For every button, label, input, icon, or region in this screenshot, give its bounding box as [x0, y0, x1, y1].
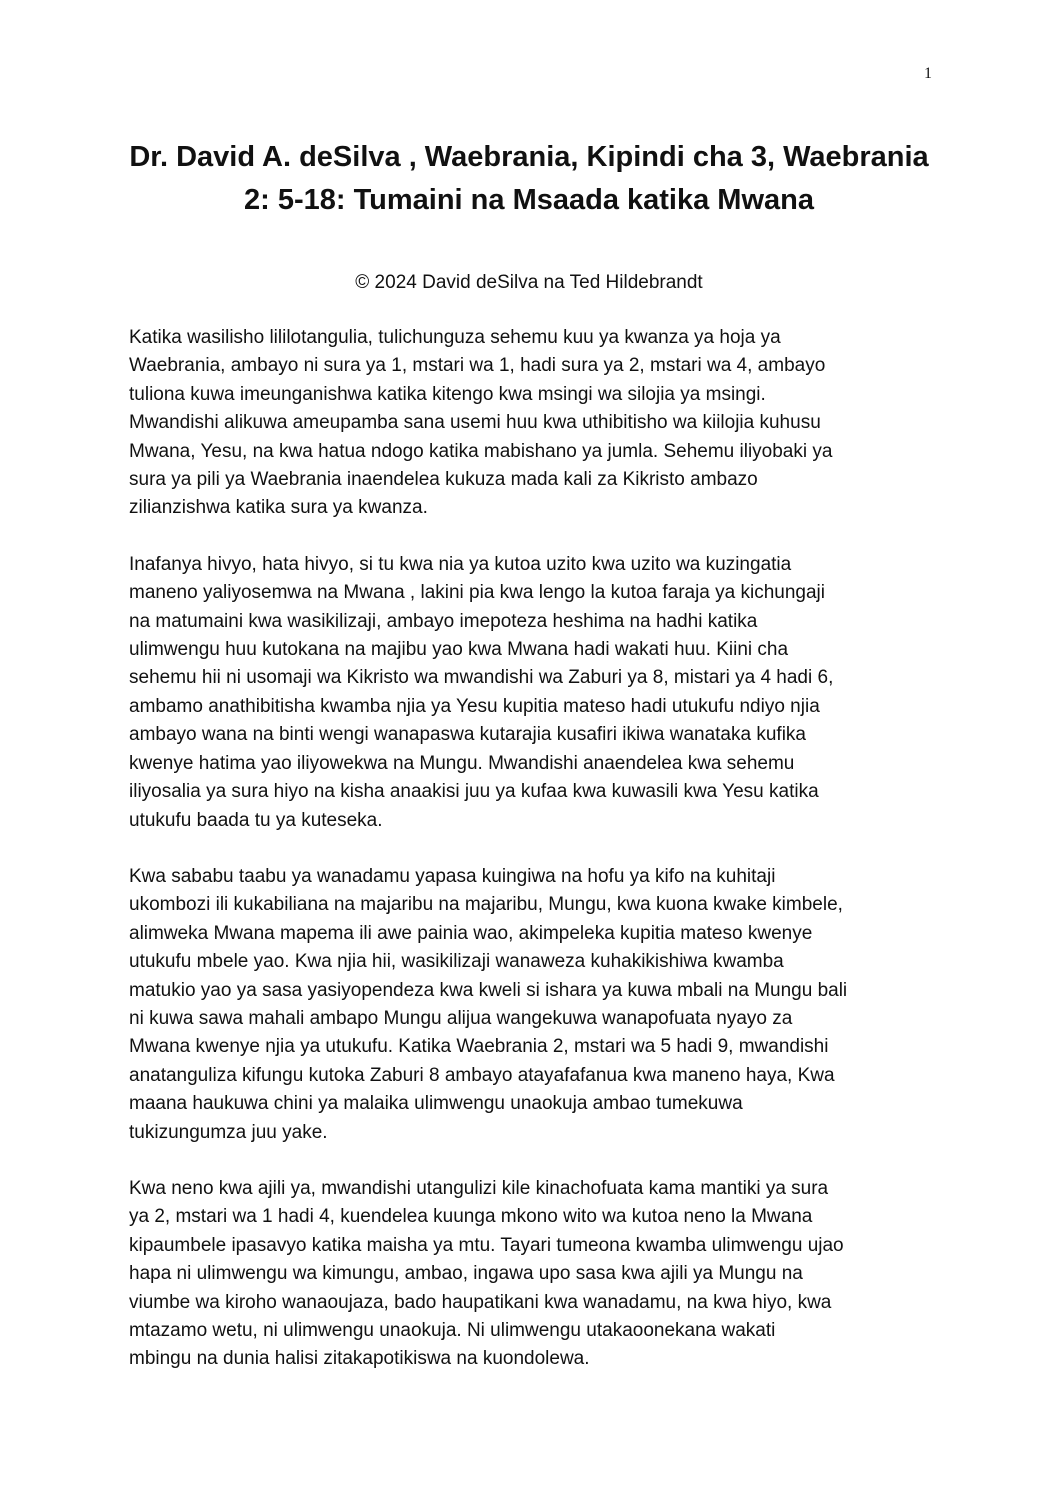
text-line: hapa ni ulimwengu wa kimungu, ambao, ingawa upo sasa kwa ajili ya Mungu na [129, 1263, 803, 1285]
paragraph-4 [129, 1175, 929, 1374]
copyright-line: © 2024 David deSilva na Ted Hildebrandt [355, 272, 703, 293]
text-line: ambamo anathibitisha kwamba njia ya Yesu kupitia mateso hadi utukufu ndiyo njia [129, 695, 820, 717]
text-line: ambayo wana na binti wengi wanapaswa kutarajia kusafiri ikiwa wanataka kufika [129, 724, 806, 746]
text-line: tukizungumza juu yake. [129, 1121, 328, 1143]
text-line: na matumaini kwa wasikilizaji, ambayo imepoteza heshima na hadhi katika [129, 610, 758, 632]
text-line: matukio yao ya sasa yasiyopendeza kwa kweli si ishara ya kuwa mbali na Mungu bali [129, 979, 848, 1001]
text-line: viumbe wa kiroho wanaoujaza, bado haupatikani kwa wanadamu, na kwa hiyo, kwa [129, 1291, 832, 1313]
page-number: 1 [924, 65, 932, 82]
text-line: maana haukuwa chini ya malaika ulimwengu unaokuja ambao tumekuwa [129, 1093, 743, 1115]
text-line: ya 2, mstari wa 1 hadi 4, kuendelea kuunga mkono wito wa kutoa neno la Mwana [129, 1206, 813, 1228]
text-line: kwenye hatima yao iliyowekwa na Mungu. Mwandishi anaendelea kwa sehemu [129, 752, 795, 774]
text-line: alimweka Mwana mapema ili awe painia wao, akimpeleka kupitia mateso kwenye [129, 922, 813, 944]
text-line: ulimwengu huu kutokana na majibu yao kwa Mwana hadi wakati huu. Kiini cha [129, 639, 789, 661]
document-title: Dr. David A. deSilva , Waebrania, Kipindi cha 3, Waebrania 2: 5-18: Tumaini na Msaada katika Mwana [129, 141, 929, 216]
text-line: maneno yaliyosemwa na Mwana , lakini pia kwa lengo la kutoa faraja ya kichungaji [129, 582, 825, 604]
document-body [129, 324, 929, 1402]
text-line: ni kuwa sawa mahali ambapo Mungu alijua wangekuwa wanapofuata nyayo za [129, 1007, 793, 1029]
text-line: sura ya pili ya Waebrania inaendelea kukuza mada kali za Kikristo ambazo [129, 469, 758, 491]
text-line: Kwa neno kwa ajili ya, mwandishi utangulizi kile kinachofuata kama mantiki ya sura [129, 1177, 829, 1199]
paragraph-2 [129, 551, 929, 835]
text-line: Mwana kwenye njia ya utukufu. Katika Waebrania 2, mstari wa 5 hadi 9, mwandishi [129, 1036, 829, 1058]
text-line: Kwa sababu taabu ya wanadamu yapasa kuingiwa na hofu ya kifo na kuhitaji [129, 865, 776, 887]
text-line: utukufu mbele yao. Kwa njia hii, wasikilizaji wanaweza kuhakikishiwa kwamba [129, 951, 784, 973]
text-line: Katika wasilisho lililotangulia, tulichunguza sehemu kuu ya kwanza ya hoja ya [129, 327, 781, 348]
text-line: iliyosalia ya sura hiyo na kisha anaakisi juu ya kufaa kwa kuwasili kwa Yesu katika [129, 781, 819, 803]
text-line: ukombozi ili kukabiliana na majaribu na majaribu, Mungu, kwa kuona kwake kimbele, [129, 894, 843, 916]
paragraph-1 [129, 324, 929, 523]
text-line: utukufu baada tu ya kuteseka. [129, 809, 383, 831]
text-line: tuliona kuwa imeunganishwa katika kitengo kwa msingi wa silojia ya msingi. [129, 383, 766, 405]
paragraph-3 [129, 863, 929, 1147]
text-line: Inafanya hivyo, hata hivyo, si tu kwa nia ya kutoa uzito kwa uzito wa kuzingatia [129, 553, 792, 575]
text-line: Mwana, Yesu, na kwa hatua ndogo katika mabishano ya jumla. Sehemu iliyobaki ya [129, 440, 833, 462]
text-line: kipaumbele ipasavyo katika maisha ya mtu. Tayari tumeona kwamba ulimwengu ujao [129, 1234, 844, 1256]
text-line: anatanguliza kifungu kutoka Zaburi 8 ambayo atayafafanua kwa maneno haya, Kwa [129, 1064, 835, 1086]
text-line: Waebrania, ambayo ni sura ya 1, mstari wa 1, hadi sura ya 2, mstari wa 4, ambayo [129, 355, 826, 377]
text-line: zilianzishwa katika sura ya kwanza. [129, 497, 428, 519]
text-line: Mwandishi alikuwa ameupamba sana usemi huu kwa uthibitisho wa kiilojia kuhusu [129, 412, 821, 434]
text-line: sehemu hii ni usomaji wa Kikristo wa mwandishi wa Zaburi ya 8, mistari ya 4 hadi 6, [129, 667, 834, 689]
text-line: mtazamo wetu, ni ulimwengu unaokuja. Ni ulimwengu utakaoonekana wakati [129, 1320, 776, 1341]
text-line: mbingu na dunia halisi zitakapotikiswa na kuondolewa. [129, 1348, 590, 1370]
